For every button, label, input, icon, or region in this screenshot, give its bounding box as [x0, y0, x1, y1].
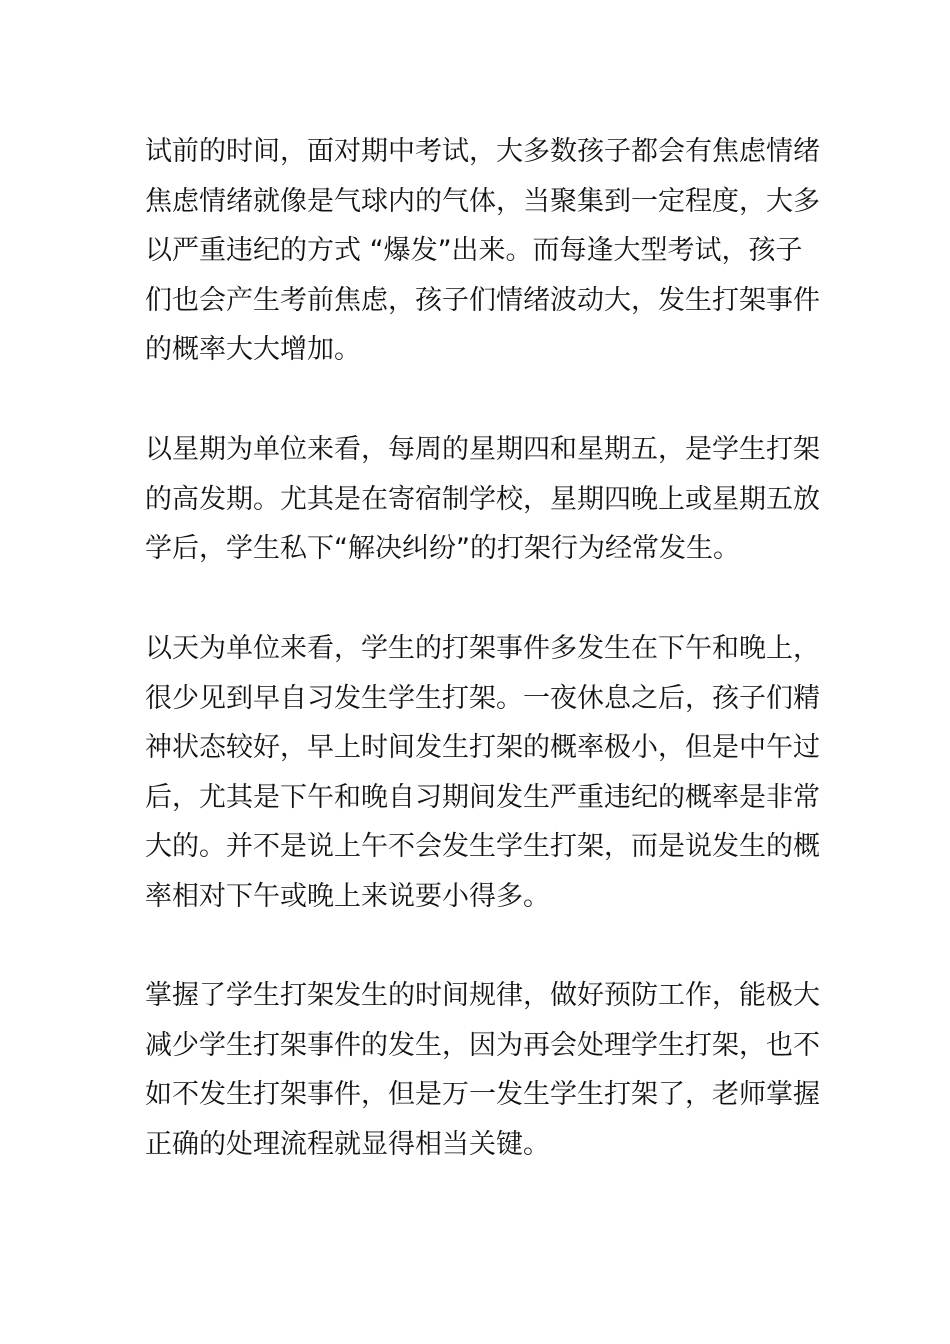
- text-line: 的高发期。尤其是在寄宿制学校，星期四晚上或星期五放: [145, 483, 820, 515]
- text-line: 率相对下午或晚上来说要小得多。: [145, 880, 550, 912]
- paragraph-weekly-pattern: [145, 425, 825, 574]
- paragraph-exam-anxiety: [145, 127, 825, 375]
- paragraph-daily-pattern: [145, 624, 825, 921]
- text-line: 以星期为单位来看，每周的星期四和星期五，是学生打架: [145, 434, 820, 465]
- text-line: 如不发生打架事件，但是万一发生学生打架了，老师掌握: [145, 1079, 820, 1110]
- text-line: 以天为单位来看，学生的打架事件多发生在下午和晚上，: [145, 633, 820, 664]
- text-line: 学后，学生私下“解决纠纷”的打架行为经常发生。: [145, 533, 740, 564]
- text-line: 焦虑情绪就像是气球内的气体，当聚集到一定程度，大多: [145, 185, 820, 217]
- text-line: 后，尤其是下午和晚自习期间发生严重违纪的概率是非常: [145, 781, 820, 813]
- text-line: 很少见到早自习发生学生打架。一夜休息之后，孩子们精: [145, 682, 820, 714]
- text-line: 正确的处理流程就显得相当关键。: [145, 1128, 550, 1160]
- text-line: 们也会产生考前焦虑，孩子们情绪波动大，发生打架事件: [145, 284, 820, 316]
- text-line: 试前的时间，面对期中考试，大多数孩子都会有焦虑情绪: [145, 136, 820, 167]
- text-line: 掌握了学生打架发生的时间规律，做好预防工作，能极大: [145, 980, 820, 1011]
- text-line: 大的。并不是说上午不会发生学生打架，而是说发生的概: [145, 831, 820, 862]
- paragraph-prevention: [145, 971, 825, 1169]
- text-line: 以严重违纪的方式 “爆发”出来。而每逢大型考试，孩子: [145, 235, 803, 266]
- text-line: 的概率大大增加。: [145, 334, 361, 365]
- text-line: 减少学生打架事件的发生，因为再会处理学生打架，也不: [145, 1029, 820, 1061]
- text-line: 神状态较好，早上时间发生打架的概率极小，但是中午过: [145, 732, 820, 763]
